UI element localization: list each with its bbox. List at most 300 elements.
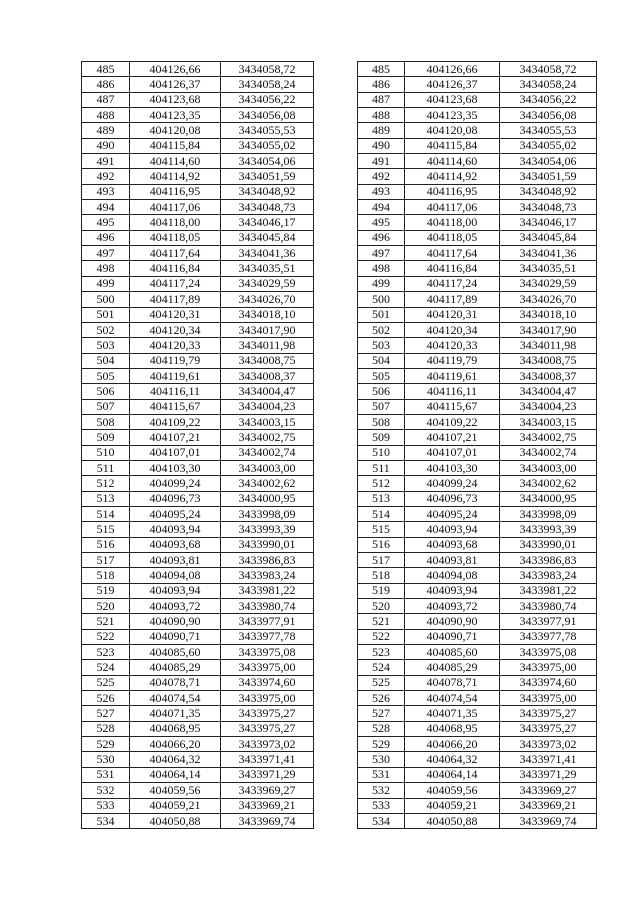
left-point-number-cell: 521 [82, 614, 130, 629]
left-y-coordinate-cell: 3434029,59 [221, 276, 314, 291]
column-gap [314, 138, 358, 153]
right-x-coordinate-cell: 404094,08 [405, 568, 500, 583]
left-y-coordinate-cell: 3434055,02 [221, 138, 314, 153]
left-point-number-cell: 503 [82, 338, 130, 353]
left-x-coordinate-cell: 404116,84 [130, 261, 221, 276]
left-point-number-cell: 512 [82, 476, 130, 491]
left-x-coordinate-cell: 404090,90 [130, 614, 221, 629]
left-point-number-cell: 505 [82, 368, 130, 383]
table-row [82, 430, 597, 445]
left-y-coordinate-cell: 3433986,83 [221, 553, 314, 568]
column-gap [314, 154, 358, 169]
left-y-coordinate-cell: 3433971,29 [221, 767, 314, 782]
right-x-coordinate-cell: 404107,01 [405, 445, 500, 460]
right-y-coordinate-cell: 3433975,27 [500, 706, 597, 721]
left-x-coordinate-cell: 404059,56 [130, 783, 221, 798]
left-point-number-cell: 525 [82, 675, 130, 690]
left-x-coordinate-cell: 404126,66 [130, 62, 221, 77]
right-x-coordinate-cell: 404078,71 [405, 675, 500, 690]
left-y-coordinate-cell: 3434002,75 [221, 430, 314, 445]
table-row [82, 230, 597, 245]
left-y-coordinate-cell: 3433981,22 [221, 583, 314, 598]
right-point-number-cell: 533 [358, 798, 405, 813]
right-point-number-cell: 517 [358, 553, 405, 568]
right-x-coordinate-cell: 404120,33 [405, 338, 500, 353]
column-gap [314, 338, 358, 353]
right-point-number-cell: 507 [358, 399, 405, 414]
right-y-coordinate-cell: 3434018,10 [500, 307, 597, 322]
right-y-coordinate-cell: 3433975,00 [500, 691, 597, 706]
right-y-coordinate-cell: 3434002,75 [500, 430, 597, 445]
right-point-number-cell: 492 [358, 169, 405, 184]
right-y-coordinate-cell: 3433977,91 [500, 614, 597, 629]
column-gap [314, 767, 358, 782]
left-point-number-cell: 495 [82, 215, 130, 230]
column-gap [314, 368, 358, 383]
right-y-coordinate-cell: 3434026,70 [500, 292, 597, 307]
right-x-coordinate-cell: 404123,35 [405, 108, 500, 123]
right-y-coordinate-cell: 3434002,62 [500, 476, 597, 491]
left-y-coordinate-cell: 3433975,00 [221, 691, 314, 706]
right-point-number-cell: 491 [358, 154, 405, 169]
right-x-coordinate-cell: 404107,21 [405, 430, 500, 445]
left-point-number-cell: 509 [82, 430, 130, 445]
left-point-number-cell: 485 [82, 62, 130, 77]
right-y-coordinate-cell: 3433969,21 [500, 798, 597, 813]
left-point-number-cell: 489 [82, 123, 130, 138]
column-gap [314, 599, 358, 614]
left-point-number-cell: 499 [82, 276, 130, 291]
left-x-coordinate-cell: 404117,24 [130, 276, 221, 291]
left-x-coordinate-cell: 404093,72 [130, 599, 221, 614]
left-x-coordinate-cell: 404103,30 [130, 460, 221, 475]
right-y-coordinate-cell: 3434055,02 [500, 138, 597, 153]
table-row [82, 568, 597, 583]
left-y-coordinate-cell: 3434056,22 [221, 92, 314, 107]
right-point-number-cell: 525 [358, 675, 405, 690]
column-gap [314, 752, 358, 767]
right-y-coordinate-cell: 3434056,22 [500, 92, 597, 107]
left-point-number-cell: 506 [82, 384, 130, 399]
right-x-coordinate-cell: 404114,92 [405, 169, 500, 184]
left-point-number-cell: 518 [82, 568, 130, 583]
right-y-coordinate-cell: 3433990,01 [500, 537, 597, 552]
column-gap [314, 553, 358, 568]
right-x-coordinate-cell: 404119,61 [405, 368, 500, 383]
left-point-number-cell: 502 [82, 322, 130, 337]
left-x-coordinate-cell: 404094,08 [130, 568, 221, 583]
left-y-coordinate-cell: 3433993,39 [221, 522, 314, 537]
column-gap [314, 261, 358, 276]
right-point-number-cell: 489 [358, 123, 405, 138]
left-point-number-cell: 497 [82, 246, 130, 261]
right-point-number-cell: 495 [358, 215, 405, 230]
right-point-number-cell: 493 [358, 184, 405, 199]
right-point-number-cell: 498 [358, 261, 405, 276]
column-gap [314, 169, 358, 184]
left-x-coordinate-cell: 404095,24 [130, 506, 221, 521]
right-point-number-cell: 516 [358, 537, 405, 552]
right-x-coordinate-cell: 404120,31 [405, 307, 500, 322]
left-y-coordinate-cell: 3434000,95 [221, 491, 314, 506]
right-y-coordinate-cell: 3433971,41 [500, 752, 597, 767]
column-gap [314, 660, 358, 675]
column-gap [314, 675, 358, 690]
column-gap [314, 276, 358, 291]
left-y-coordinate-cell: 3433971,41 [221, 752, 314, 767]
table-row [82, 583, 597, 598]
left-y-coordinate-cell: 3434046,17 [221, 215, 314, 230]
left-x-coordinate-cell: 404093,68 [130, 537, 221, 552]
right-x-coordinate-cell: 404123,68 [405, 92, 500, 107]
right-x-coordinate-cell: 404120,34 [405, 322, 500, 337]
left-y-coordinate-cell: 3434045,84 [221, 230, 314, 245]
left-x-coordinate-cell: 404090,71 [130, 629, 221, 644]
column-gap [314, 460, 358, 475]
left-y-coordinate-cell: 3433975,27 [221, 721, 314, 736]
left-point-number-cell: 487 [82, 92, 130, 107]
table-row [82, 353, 597, 368]
column-gap [314, 691, 358, 706]
right-point-number-cell: 526 [358, 691, 405, 706]
right-y-coordinate-cell: 3433975,00 [500, 660, 597, 675]
right-y-coordinate-cell: 3434046,17 [500, 215, 597, 230]
left-x-coordinate-cell: 404093,94 [130, 583, 221, 598]
left-y-coordinate-cell: 3433990,01 [221, 537, 314, 552]
left-y-coordinate-cell: 3434058,24 [221, 77, 314, 92]
column-gap [314, 583, 358, 598]
left-point-number-cell: 523 [82, 645, 130, 660]
right-y-coordinate-cell: 3434004,23 [500, 399, 597, 414]
right-point-number-cell: 500 [358, 292, 405, 307]
right-point-number-cell: 510 [358, 445, 405, 460]
left-y-coordinate-cell: 3434026,70 [221, 292, 314, 307]
left-x-coordinate-cell: 404120,31 [130, 307, 221, 322]
right-point-number-cell: 512 [358, 476, 405, 491]
right-y-coordinate-cell: 3434045,84 [500, 230, 597, 245]
right-x-coordinate-cell: 404095,24 [405, 506, 500, 521]
left-point-number-cell: 492 [82, 169, 130, 184]
left-x-coordinate-cell: 404107,21 [130, 430, 221, 445]
right-point-number-cell: 490 [358, 138, 405, 153]
right-y-coordinate-cell: 3434008,37 [500, 368, 597, 383]
right-point-number-cell: 529 [358, 737, 405, 752]
right-point-number-cell: 523 [358, 645, 405, 660]
left-y-coordinate-cell: 3433969,21 [221, 798, 314, 813]
right-y-coordinate-cell: 3434058,72 [500, 62, 597, 77]
column-gap [314, 307, 358, 322]
left-x-coordinate-cell: 404093,94 [130, 522, 221, 537]
left-y-coordinate-cell: 3433973,02 [221, 737, 314, 752]
right-x-coordinate-cell: 404118,05 [405, 230, 500, 245]
left-point-number-cell: 490 [82, 138, 130, 153]
left-point-number-cell: 526 [82, 691, 130, 706]
table-row [82, 721, 597, 736]
right-y-coordinate-cell: 3433977,78 [500, 629, 597, 644]
table-row [82, 691, 597, 706]
right-y-coordinate-cell: 3433975,08 [500, 645, 597, 660]
table-row [82, 675, 597, 690]
right-y-coordinate-cell: 3434048,73 [500, 200, 597, 215]
left-x-coordinate-cell: 404116,95 [130, 184, 221, 199]
column-gap [314, 215, 358, 230]
left-x-coordinate-cell: 404068,95 [130, 721, 221, 736]
table-row [82, 77, 597, 92]
table-row [82, 752, 597, 767]
table-row [82, 246, 597, 261]
right-y-coordinate-cell: 3433971,29 [500, 767, 597, 782]
column-gap [314, 384, 358, 399]
right-point-number-cell: 522 [358, 629, 405, 644]
left-y-coordinate-cell: 3434004,47 [221, 384, 314, 399]
right-x-coordinate-cell: 404116,95 [405, 184, 500, 199]
right-point-number-cell: 503 [358, 338, 405, 353]
right-x-coordinate-cell: 404126,37 [405, 77, 500, 92]
right-point-number-cell: 494 [358, 200, 405, 215]
left-y-coordinate-cell: 3433969,27 [221, 783, 314, 798]
left-point-number-cell: 527 [82, 706, 130, 721]
right-point-number-cell: 530 [358, 752, 405, 767]
left-x-coordinate-cell: 404096,73 [130, 491, 221, 506]
left-x-coordinate-cell: 404120,34 [130, 322, 221, 337]
right-y-coordinate-cell: 3434035,51 [500, 261, 597, 276]
right-x-coordinate-cell: 404126,66 [405, 62, 500, 77]
right-y-coordinate-cell: 3433975,27 [500, 721, 597, 736]
column-gap [314, 414, 358, 429]
left-point-number-cell: 496 [82, 230, 130, 245]
right-y-coordinate-cell: 3434041,36 [500, 246, 597, 261]
column-gap [314, 522, 358, 537]
left-x-coordinate-cell: 404109,22 [130, 414, 221, 429]
right-x-coordinate-cell: 404066,20 [405, 737, 500, 752]
left-y-coordinate-cell: 3434008,75 [221, 353, 314, 368]
left-y-coordinate-cell: 3433998,09 [221, 506, 314, 521]
left-point-number-cell: 533 [82, 798, 130, 813]
left-point-number-cell: 519 [82, 583, 130, 598]
column-gap [314, 721, 358, 736]
table-row [82, 62, 597, 77]
table-row [82, 184, 597, 199]
column-gap [314, 184, 358, 199]
right-x-coordinate-cell: 404117,64 [405, 246, 500, 261]
right-point-number-cell: 531 [358, 767, 405, 782]
left-y-coordinate-cell: 3434003,00 [221, 460, 314, 475]
table-row [82, 645, 597, 660]
left-x-coordinate-cell: 404114,60 [130, 154, 221, 169]
right-x-coordinate-cell: 404090,90 [405, 614, 500, 629]
right-y-coordinate-cell: 3434004,47 [500, 384, 597, 399]
table-row [82, 138, 597, 153]
left-x-coordinate-cell: 404115,67 [130, 399, 221, 414]
table-row [82, 522, 597, 537]
left-point-number-cell: 528 [82, 721, 130, 736]
left-x-coordinate-cell: 404093,81 [130, 553, 221, 568]
left-point-number-cell: 486 [82, 77, 130, 92]
column-gap [314, 77, 358, 92]
column-gap [314, 813, 358, 828]
left-y-coordinate-cell: 3434011,98 [221, 338, 314, 353]
left-point-number-cell: 514 [82, 506, 130, 521]
right-x-coordinate-cell: 404085,60 [405, 645, 500, 660]
table-row [82, 338, 597, 353]
right-y-coordinate-cell: 3433969,74 [500, 813, 597, 828]
column-gap [314, 292, 358, 307]
left-point-number-cell: 532 [82, 783, 130, 798]
right-x-coordinate-cell: 404117,89 [405, 292, 500, 307]
right-x-coordinate-cell: 404117,06 [405, 200, 500, 215]
right-x-coordinate-cell: 404115,67 [405, 399, 500, 414]
right-y-coordinate-cell: 3434048,92 [500, 184, 597, 199]
table-row [82, 368, 597, 383]
right-point-number-cell: 527 [358, 706, 405, 721]
left-point-number-cell: 491 [82, 154, 130, 169]
right-y-coordinate-cell: 3433993,39 [500, 522, 597, 537]
right-point-number-cell: 488 [358, 108, 405, 123]
coordinates-table-body [82, 62, 597, 829]
table-row [82, 123, 597, 138]
left-y-coordinate-cell: 3433975,00 [221, 660, 314, 675]
right-point-number-cell: 519 [358, 583, 405, 598]
left-x-coordinate-cell: 404120,08 [130, 123, 221, 138]
right-y-coordinate-cell: 3434011,98 [500, 338, 597, 353]
left-x-coordinate-cell: 404119,79 [130, 353, 221, 368]
table-row [82, 798, 597, 813]
right-point-number-cell: 528 [358, 721, 405, 736]
table-row [82, 537, 597, 552]
right-y-coordinate-cell: 3434008,75 [500, 353, 597, 368]
left-x-coordinate-cell: 404118,00 [130, 215, 221, 230]
left-y-coordinate-cell: 3433975,27 [221, 706, 314, 721]
left-y-coordinate-cell: 3434017,90 [221, 322, 314, 337]
right-y-coordinate-cell: 3433983,24 [500, 568, 597, 583]
left-point-number-cell: 534 [82, 813, 130, 828]
left-y-coordinate-cell: 3434041,36 [221, 246, 314, 261]
coordinates-table [81, 61, 597, 829]
table-row [82, 476, 597, 491]
left-x-coordinate-cell: 404071,35 [130, 706, 221, 721]
right-x-coordinate-cell: 404114,60 [405, 154, 500, 169]
left-x-coordinate-cell: 404050,88 [130, 813, 221, 828]
left-point-number-cell: 529 [82, 737, 130, 752]
column-gap [314, 246, 358, 261]
column-gap [314, 92, 358, 107]
table-row [82, 307, 597, 322]
right-point-number-cell: 524 [358, 660, 405, 675]
column-gap [314, 568, 358, 583]
left-point-number-cell: 516 [82, 537, 130, 552]
right-point-number-cell: 501 [358, 307, 405, 322]
column-gap [314, 506, 358, 521]
right-point-number-cell: 496 [358, 230, 405, 245]
left-point-number-cell: 500 [82, 292, 130, 307]
left-point-number-cell: 498 [82, 261, 130, 276]
right-point-number-cell: 487 [358, 92, 405, 107]
left-y-coordinate-cell: 3434002,74 [221, 445, 314, 460]
left-x-coordinate-cell: 404115,84 [130, 138, 221, 153]
left-x-coordinate-cell: 404085,29 [130, 660, 221, 675]
right-x-coordinate-cell: 404118,00 [405, 215, 500, 230]
column-gap [314, 445, 358, 460]
column-gap [314, 399, 358, 414]
left-y-coordinate-cell: 3434018,10 [221, 307, 314, 322]
table-row [82, 292, 597, 307]
left-y-coordinate-cell: 3434054,06 [221, 154, 314, 169]
table-row [82, 384, 597, 399]
column-gap [314, 783, 358, 798]
table-row [82, 108, 597, 123]
left-x-coordinate-cell: 404059,21 [130, 798, 221, 813]
left-x-coordinate-cell: 404064,32 [130, 752, 221, 767]
right-y-coordinate-cell: 3433980,74 [500, 599, 597, 614]
left-y-coordinate-cell: 3434055,53 [221, 123, 314, 138]
table-row [82, 767, 597, 782]
right-x-coordinate-cell: 404064,14 [405, 767, 500, 782]
left-x-coordinate-cell: 404085,60 [130, 645, 221, 660]
table-row [82, 783, 597, 798]
table-row [82, 491, 597, 506]
column-gap [314, 230, 358, 245]
left-point-number-cell: 531 [82, 767, 130, 782]
table-row [82, 322, 597, 337]
right-y-coordinate-cell: 3433981,22 [500, 583, 597, 598]
right-x-coordinate-cell: 404117,24 [405, 276, 500, 291]
right-x-coordinate-cell: 404059,21 [405, 798, 500, 813]
column-gap [314, 322, 358, 337]
right-y-coordinate-cell: 3434058,24 [500, 77, 597, 92]
left-y-coordinate-cell: 3433974,60 [221, 675, 314, 690]
left-y-coordinate-cell: 3433977,78 [221, 629, 314, 644]
table-row [82, 599, 597, 614]
left-x-coordinate-cell: 404126,37 [130, 77, 221, 92]
right-point-number-cell: 506 [358, 384, 405, 399]
column-gap [314, 430, 358, 445]
left-point-number-cell: 511 [82, 460, 130, 475]
left-x-coordinate-cell: 404107,01 [130, 445, 221, 460]
left-x-coordinate-cell: 404114,92 [130, 169, 221, 184]
right-x-coordinate-cell: 404115,84 [405, 138, 500, 153]
right-x-coordinate-cell: 404090,71 [405, 629, 500, 644]
right-point-number-cell: 511 [358, 460, 405, 475]
left-y-coordinate-cell: 3434035,51 [221, 261, 314, 276]
left-y-coordinate-cell: 3434048,92 [221, 184, 314, 199]
table-row [82, 460, 597, 475]
table-row [82, 399, 597, 414]
column-gap [314, 537, 358, 552]
left-x-coordinate-cell: 404116,11 [130, 384, 221, 399]
table-row [82, 445, 597, 460]
column-gap [314, 62, 358, 77]
right-point-number-cell: 504 [358, 353, 405, 368]
right-y-coordinate-cell: 3433974,60 [500, 675, 597, 690]
left-point-number-cell: 517 [82, 553, 130, 568]
table-row [82, 215, 597, 230]
left-point-number-cell: 501 [82, 307, 130, 322]
table-row [82, 737, 597, 752]
right-point-number-cell: 502 [358, 322, 405, 337]
left-x-coordinate-cell: 404120,33 [130, 338, 221, 353]
right-y-coordinate-cell: 3434051,59 [500, 169, 597, 184]
table-row [82, 169, 597, 184]
right-y-coordinate-cell: 3434003,15 [500, 414, 597, 429]
left-x-coordinate-cell: 404078,71 [130, 675, 221, 690]
right-y-coordinate-cell: 3434017,90 [500, 322, 597, 337]
left-point-number-cell: 510 [82, 445, 130, 460]
left-point-number-cell: 530 [82, 752, 130, 767]
left-x-coordinate-cell: 404117,64 [130, 246, 221, 261]
right-point-number-cell: 486 [358, 77, 405, 92]
right-point-number-cell: 521 [358, 614, 405, 629]
column-gap [314, 476, 358, 491]
